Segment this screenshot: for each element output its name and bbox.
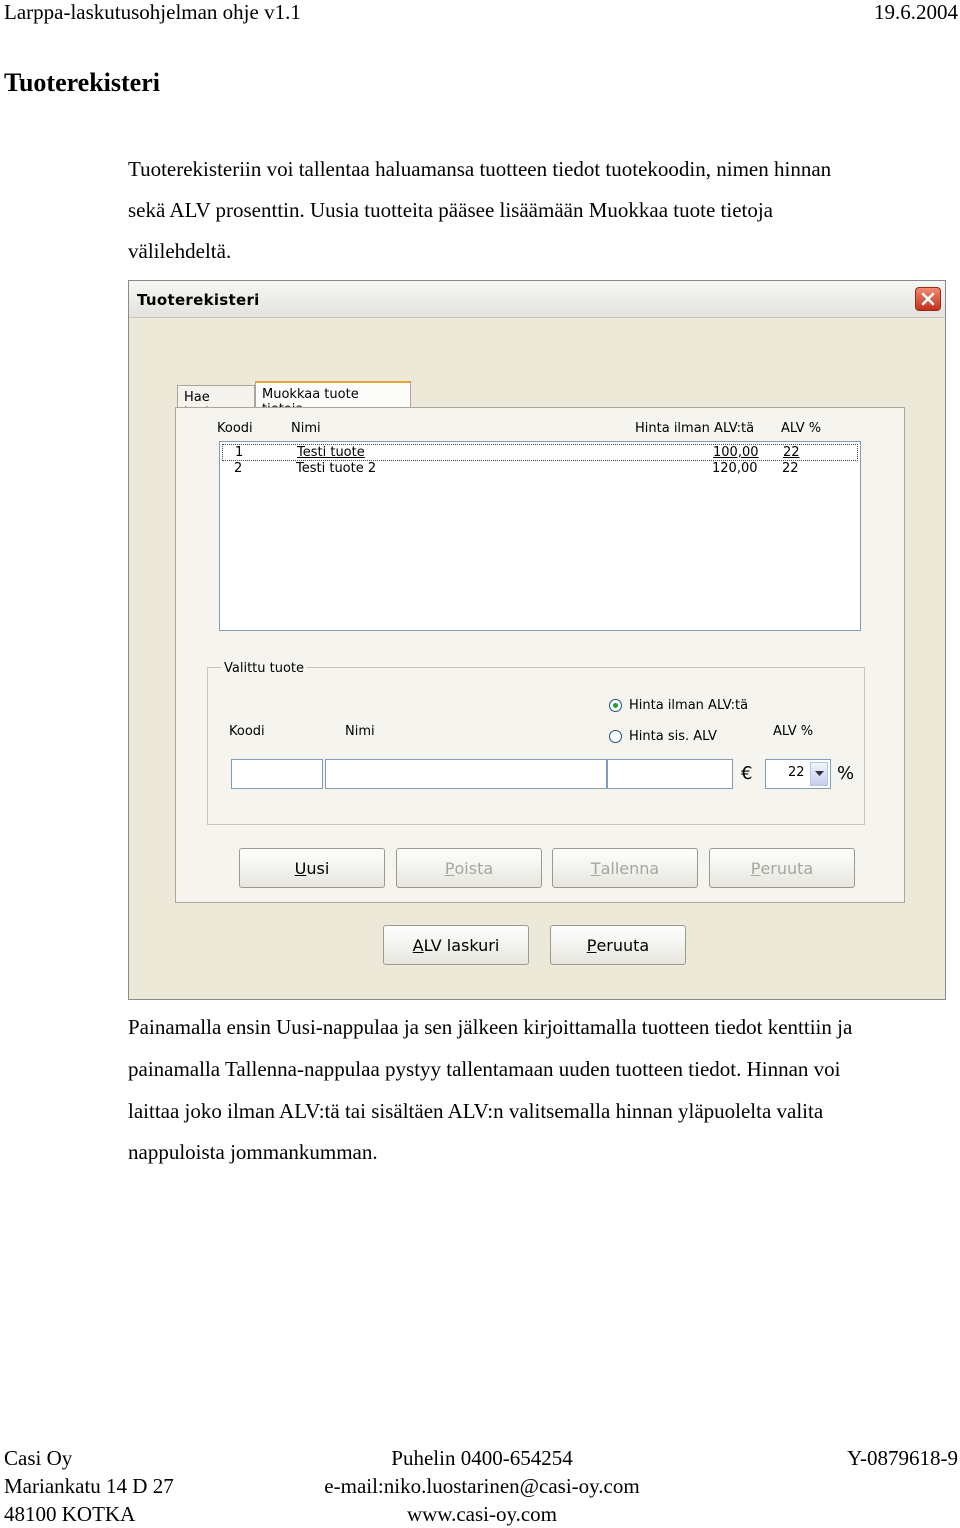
tallenna-mnemonic: T [590, 858, 601, 878]
radio-hinta-sis-alv[interactable] [609, 730, 622, 743]
peruuta-edit-label: eruuta [760, 858, 814, 878]
peruuta-edit-button[interactable] [709, 848, 855, 888]
product-register-window [128, 280, 946, 1000]
chevron-down-icon [815, 771, 824, 777]
alv-select-value: 22 [788, 765, 805, 780]
radio-label-hinta-sis-alv: Hinta sis. ALV [629, 729, 717, 744]
alv-select[interactable] [765, 759, 831, 789]
uusi-button[interactable] [239, 848, 385, 888]
intro-line-2: sekä ALV prosenttin. Uusia tuotteita pääsee lisäämään Muokkaa tuote tietoja [128, 198, 774, 222]
close-button[interactable] [915, 287, 941, 311]
uusi-mnemonic: U [294, 858, 307, 878]
footer-street: Mariankatu 14 D 27 [4, 1474, 174, 1498]
column-header-alv: ALV % [781, 421, 822, 436]
cell-alv: 22 [783, 445, 800, 460]
poista-button[interactable] [396, 848, 542, 888]
label-nimi: Nimi [345, 724, 375, 739]
radio-hinta-ilman-alv[interactable] [609, 699, 622, 712]
currency-label: € [741, 763, 753, 784]
uusi-label: usi [306, 858, 330, 878]
selected-product-group [207, 667, 865, 825]
peruuta-mnemonic: P [586, 935, 597, 955]
body-line-1: Painamalla ensin Uusi-nappulaa ja sen jälkeen kirjoittamalla tuotteen tiedot kenttiin ja [128, 1015, 853, 1039]
window-title: Tuoterekisteri [137, 291, 260, 309]
footer-city: 48100 KOTKA [4, 1502, 136, 1526]
alv-laskuri-mnemonic: A [412, 935, 424, 955]
label-alv: ALV % [773, 724, 814, 739]
cell-koodi: 2 [234, 461, 243, 476]
body-line-2: painamalla Tallenna-nappulaa pystyy tallentamaan uuden tuotteen tiedot. Hinnan voi [128, 1057, 841, 1081]
nimi-input[interactable] [325, 759, 607, 789]
cell-hinta: 100,00 [713, 445, 759, 460]
poista-mnemonic: P [444, 858, 455, 878]
koodi-input[interactable] [231, 759, 323, 789]
percent-label: % [837, 763, 855, 784]
radio-button[interactable] [609, 730, 622, 743]
footer-business-id: Y-0879618-9 [847, 1446, 958, 1470]
cell-nimi: Testi tuote 2 [296, 461, 377, 476]
intro-line-1: Tuoterekisteriin voi tallentaa haluamansa tuotteen tiedot tuotekoodin, nimen hinnan [128, 157, 832, 181]
product-list[interactable] [219, 441, 861, 631]
alv-laskuri-label: LV laskuri [423, 935, 500, 955]
tab-muokkaa-tuote-tietoja[interactable]: Muokkaa tuote [255, 381, 411, 409]
window-titlebar [129, 281, 945, 318]
tallenna-button[interactable] [552, 848, 698, 888]
cell-alv: 22 [782, 461, 799, 476]
footer-phone: Puhelin 0400-654254 [391, 1446, 573, 1470]
body-line-4: nappuloista jommankumman. [128, 1140, 378, 1164]
column-header-koodi: Koodi [217, 421, 253, 436]
footer-email: e-mail:niko.luostarinen@casi-oy.com [324, 1474, 640, 1498]
radio-label-hinta-ilman-alv: Hinta ilman ALV:tä [629, 698, 749, 713]
tallenna-label: allenna [600, 858, 660, 878]
peruuta-button[interactable] [550, 925, 686, 965]
table-row[interactable] [222, 444, 858, 461]
column-header-nimi: Nimi [291, 421, 321, 436]
close-icon [921, 292, 935, 306]
table-row[interactable] [222, 461, 858, 478]
radio-button-checked[interactable] [609, 699, 622, 712]
cell-hinta: 120,00 [712, 461, 758, 476]
cell-nimi: Testi tuote [297, 445, 365, 460]
footer-website: www.casi-oy.com [406, 1502, 558, 1526]
alv-laskuri-button[interactable] [383, 925, 529, 965]
poista-label: oista [454, 858, 494, 878]
body-line-3: laittaa joko ilman ALV:tä tai sisältäen ALV:n valitsemalla hinnan yläpuolelta valita [128, 1099, 824, 1123]
peruuta-edit-mnemonic: P [750, 858, 761, 878]
hinta-input[interactable] [607, 759, 733, 789]
group-label: Valittu tuote [221, 661, 307, 676]
peruuta-label: eruuta [596, 935, 650, 955]
tab-hae-tuote[interactable]: Hae [177, 385, 255, 409]
column-header-hinta: Hinta ilman ALV:tä [635, 421, 755, 436]
section-title: Tuoterekisteri [4, 68, 160, 97]
footer-company: Casi Oy [4, 1446, 73, 1470]
label-koodi: Koodi [229, 724, 265, 739]
header-date: 19.6.2004 [874, 0, 958, 24]
header-document-title: Larppa-laskutusohjelman ohje v1.1 [4, 0, 301, 24]
intro-line-3: välilehdeltä. [128, 239, 232, 263]
dropdown-button[interactable] [810, 762, 828, 786]
cell-koodi: 1 [235, 445, 244, 460]
